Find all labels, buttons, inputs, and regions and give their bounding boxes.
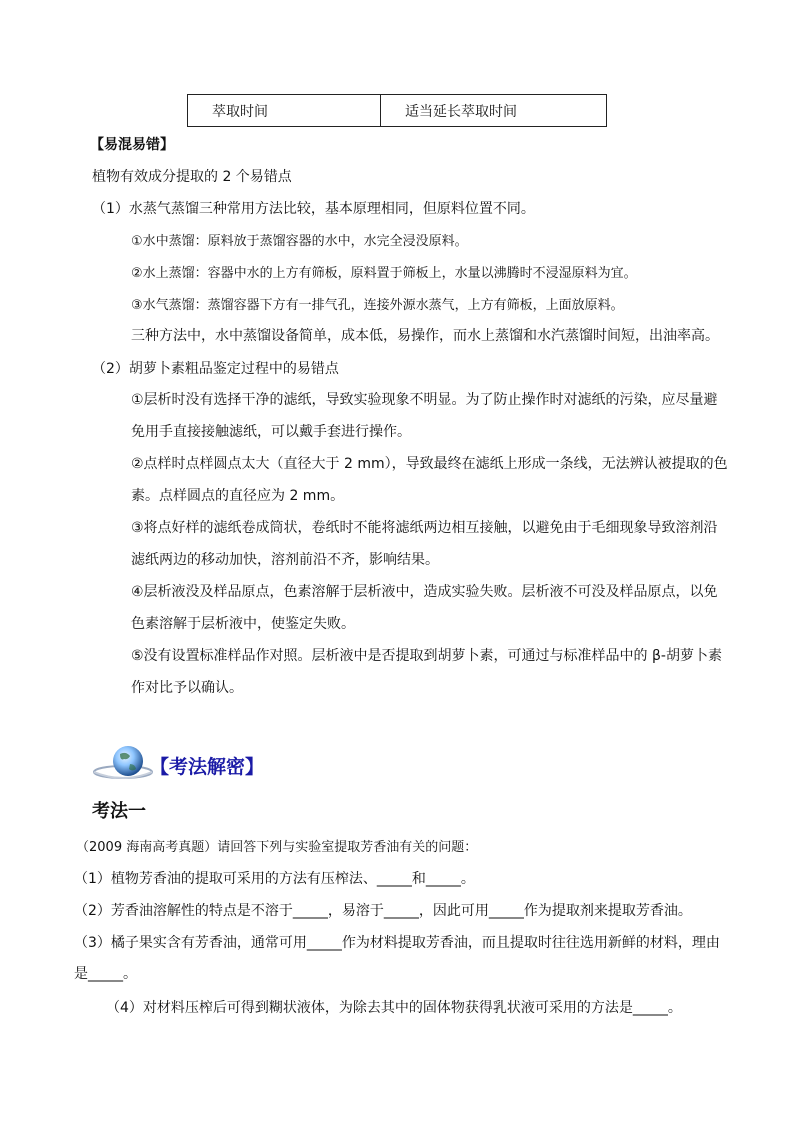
point-2-line: 免用手直接接触滤纸，可以戴手套进行操作。 bbox=[131, 424, 411, 440]
question-1: （1）植物芳香油的提取可采用的方法有压榨法、_____和_____。 bbox=[74, 871, 475, 887]
section-title: 【考法解密】 bbox=[150, 756, 265, 778]
point-2-line: 作对比予以确认。 bbox=[131, 680, 243, 696]
kaofa-heading: 考法一 bbox=[92, 801, 146, 822]
question-4: （4）对材料压榨后可得到糊状液体，为除去其中的固体物获得乳状液可采用的方法是_____。 bbox=[106, 1000, 682, 1016]
globe-icon bbox=[92, 742, 154, 784]
point-2-line: ③将点好样的滤纸卷成筒状，卷纸时不能将滤纸两边相互接触，以避免由于毛细现象导致溶剂沿 bbox=[131, 520, 718, 536]
point-1-a: ①水中蒸馏：原料放于蒸馏容器的水中，水完全浸没原料。 bbox=[131, 234, 468, 249]
table-cell: 萃取时间 bbox=[188, 95, 381, 127]
point-1-c: ③水气蒸馏：蒸馏容器下方有一排气孔，连接外源水蒸气，上方有筛板，上面放原料。 bbox=[131, 298, 624, 313]
table-row bbox=[188, 95, 607, 127]
point-2-line: ①层析时没有选择干净的滤纸，导致实验现象不明显。为了防止操作时对滤纸的污染，应尽量避 bbox=[131, 392, 718, 408]
point-2-title: （2）胡萝卜素粗品鉴定过程中的易错点 bbox=[92, 361, 339, 377]
table-cell: 适当延长萃取时间 bbox=[381, 95, 607, 127]
question-3: （3）橘子果实含有芳香油，通常可用_____作为材料提取芳香油，而且提取时往往选用新鲜的材料，理由 bbox=[74, 935, 720, 951]
point-2-line: ⑤没有设置标准样品作对照。层析液中是否提取到胡萝卜素，可通过与标准样品中的 β-胡萝卜素 bbox=[131, 648, 722, 664]
point-2-line: 滤纸两边的移动加快，溶剂前沿不齐，影响结果。 bbox=[131, 552, 439, 568]
question-2: （2）芳香油溶解性的特点是不溶于_____，易溶于_____，因此可用_____作为提取剂来提取芳香油。 bbox=[74, 903, 692, 919]
point-1-summary: 三种方法中，水中蒸馏设备简单，成本低，易操作，而水上蒸馏和水汽蒸馏时间短，出油率高。 bbox=[131, 328, 719, 344]
point-2-line: 素。点样圆点的直径应为 2 mm。 bbox=[131, 488, 345, 504]
question-3-cont: 是_____。 bbox=[74, 966, 137, 982]
point-1-b: ②水上蒸馏：容器中水的上方有筛板，原料置于筛板上，水量以沸腾时不浸湿原料为宜。 bbox=[131, 266, 637, 281]
point-2-line: ④层析液没及样品原点，色素溶解于层析液中，造成实验失败。层析液不可没及样品原点，以免 bbox=[131, 584, 718, 600]
point-2-line: 色素溶解于层析液中，使鉴定失败。 bbox=[131, 616, 355, 632]
yihun-heading: 【易混易错】 bbox=[90, 137, 174, 153]
extraction-table bbox=[187, 94, 607, 127]
point-1-title: （1）水蒸气蒸馏三种常用方法比较，基本原理相同，但原料位置不同。 bbox=[92, 201, 535, 217]
point-2-line: ②点样时点样圆点太大（直径大于 2 mm），导致最终在滤纸上形成一条线，无法辨认被提取的色 bbox=[131, 456, 728, 472]
yihun-intro: 植物有效成分提取的 2 个易错点 bbox=[92, 169, 292, 185]
question-intro: （2009 海南高考真题）请回答下列与实验室提取芳香油有关的问题： bbox=[76, 840, 478, 855]
